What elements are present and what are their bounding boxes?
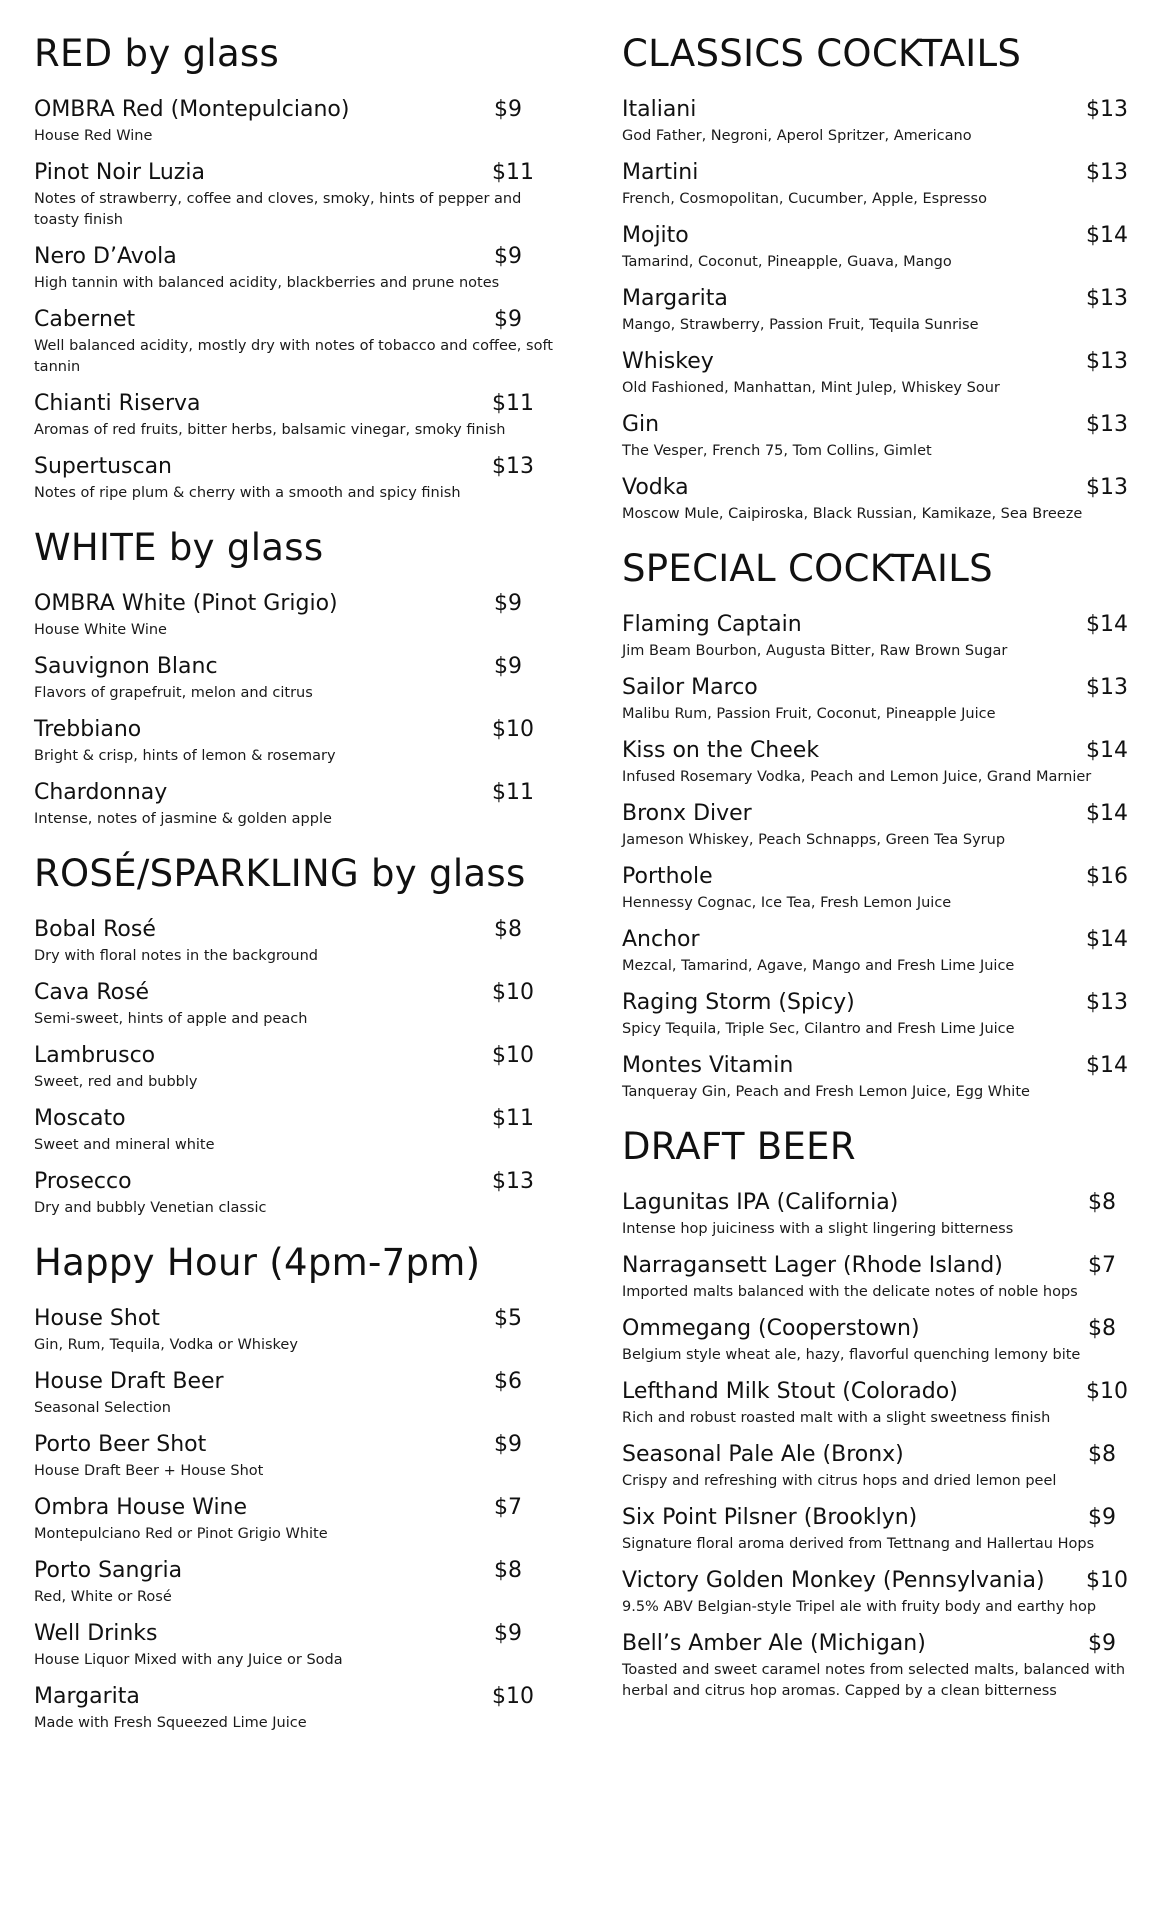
menu-item <box>34 1305 554 1356</box>
menu-item-header <box>34 159 534 187</box>
menu-item-price: $13 <box>1086 412 1128 437</box>
menu-item-header <box>622 1252 1128 1280</box>
menu-section-classics-cocktails <box>622 30 1136 525</box>
menu-item <box>622 1567 1136 1618</box>
menu-item <box>34 1368 554 1419</box>
right-column <box>622 30 1136 1722</box>
menu-item-name: OMBRA Red (Montepulciano) <box>34 97 350 122</box>
menu-item-name: Cava Rosé <box>34 980 150 1005</box>
section-title: SPECIAL COCKTAILS <box>622 547 993 590</box>
menu-item-header <box>34 390 534 418</box>
menu-item-name: Lambrusco <box>34 1043 156 1068</box>
menu-item-description: Signature floral aroma derived from Tettnang and Hallertau Hops <box>622 1536 1095 1552</box>
menu-item-name: Victory Golden Monkey (Pennsylvania) <box>622 1568 1045 1593</box>
menu-item-price: $8 <box>1088 1190 1116 1215</box>
menu-item-price: $9 <box>1088 1631 1116 1656</box>
menu-item-name: Porto Sangria <box>34 1558 183 1583</box>
menu-item-description: God Father, Negroni, Aperol Spritzer, Americano <box>622 128 972 144</box>
menu-item-header <box>34 1494 534 1522</box>
menu-item-header <box>34 243 534 271</box>
menu-item-header <box>622 348 1128 376</box>
menu-item-price: $7 <box>1088 1253 1116 1278</box>
menu-item-header <box>622 159 1128 187</box>
menu-item-description: Notes of strawberry, coffee and cloves, smoky, hints of pepper and toasty finish <box>34 191 522 228</box>
menu-item-price: $9 <box>494 654 522 679</box>
menu-item-name: Chardonnay <box>34 780 168 805</box>
menu-item-name: Bobal Rosé <box>34 917 156 942</box>
menu-item <box>34 243 554 294</box>
menu-item <box>34 1042 554 1093</box>
menu-item-price: $9 <box>494 97 522 122</box>
menu-item-description: House Red Wine <box>34 128 153 144</box>
menu-item-header <box>622 474 1128 502</box>
menu-item-price: $14 <box>1086 612 1128 637</box>
menu-item-name: Ombra House Wine <box>34 1495 248 1520</box>
menu-item-price: $13 <box>1086 97 1128 122</box>
menu-item-description: Dry and bubbly Venetian classic <box>34 1200 267 1216</box>
menu-item-name: Porto Beer Shot <box>34 1432 207 1457</box>
menu-item <box>622 1504 1136 1555</box>
menu-item <box>34 779 554 830</box>
menu-item-description: Imported malts balanced with the delicate notes of noble hops <box>622 1284 1078 1300</box>
menu-item <box>622 1252 1136 1303</box>
menu-item <box>622 863 1136 914</box>
section-title: WHITE by glass <box>34 526 324 569</box>
menu-item-header <box>622 926 1128 954</box>
menu-item <box>34 590 554 641</box>
menu-item-description: Tanqueray Gin, Peach and Fresh Lemon Juice, Egg White <box>622 1084 1030 1100</box>
menu-item-price: $14 <box>1086 1053 1128 1078</box>
menu-item-price: $14 <box>1086 738 1128 763</box>
menu-item-name: Nero D’Avola <box>34 244 177 269</box>
menu-item-description: Jim Beam Bourbon, Augusta Bitter, Raw Brown Sugar <box>622 643 1008 659</box>
menu-item <box>622 1630 1136 1702</box>
menu-item-description: House White Wine <box>34 622 167 638</box>
menu-item-description: Old Fashioned, Manhattan, Mint Julep, Whiskey Sour <box>622 380 1000 396</box>
menu-item <box>622 159 1136 210</box>
menu-item-price: $10 <box>492 1043 534 1068</box>
menu-item-name: Trebbiano <box>34 717 142 742</box>
menu-item <box>622 348 1136 399</box>
menu-item-price: $14 <box>1086 927 1128 952</box>
menu-item-name: Ommegang (Cooperstown) <box>622 1316 920 1341</box>
menu-item-name: Narragansett Lager (Rhode Island) <box>622 1253 1003 1278</box>
menu-item-price: $8 <box>494 1558 522 1583</box>
menu-item-name: Martini <box>622 160 699 185</box>
menu-item-description: Flavors of grapefruit, melon and citrus <box>34 685 313 701</box>
menu-item-header <box>34 1431 534 1459</box>
menu-item-description: Toasted and sweet caramel notes from selected malts, balanced with herbal and citrus hop aromas. Capped by a clean bitterness <box>622 1662 1126 1699</box>
menu-item-header <box>622 1567 1128 1595</box>
menu-item-description: Well balanced acidity, mostly dry with notes of tobacco and coffee, soft tannin <box>34 338 553 375</box>
menu-item-description: Infused Rosemary Vodka, Peach and Lemon Juice, Grand Marnier <box>622 769 1092 785</box>
menu-item-name: Sailor Marco <box>622 675 758 700</box>
menu-item-header <box>34 1557 534 1585</box>
menu-item-name: Kiss on the Cheek <box>622 738 820 763</box>
menu-item-price: $14 <box>1086 223 1128 248</box>
menu-item <box>34 159 554 231</box>
menu-item-header <box>622 1052 1128 1080</box>
menu-item-description: Belgium style wheat ale, hazy, flavorful quenching lemony bite <box>622 1347 1081 1363</box>
menu-item-header <box>34 1042 534 1070</box>
menu-item <box>622 1441 1136 1492</box>
menu-item-description: Moscow Mule, Caipiroska, Black Russian, Kamikaze, Sea Breeze <box>622 506 1083 522</box>
menu-item-name: Flaming Captain <box>622 612 802 637</box>
menu-item-name: Italiani <box>622 97 697 122</box>
menu-item-description: Sweet, red and bubbly <box>34 1074 198 1090</box>
menu-item-header <box>34 779 534 807</box>
menu-item-description: Mango, Strawberry, Passion Fruit, Tequila Sunrise <box>622 317 979 333</box>
menu-item <box>622 800 1136 851</box>
menu-item-header <box>622 800 1128 828</box>
menu-item-description: High tannin with balanced acidity, blackberries and prune notes <box>34 275 500 291</box>
menu-item-price: $10 <box>492 1684 534 1709</box>
menu-item-header <box>34 916 534 944</box>
menu-section-special-cocktails <box>622 545 1136 1103</box>
menu-item-price: $11 <box>492 391 534 416</box>
menu-item-description: Mezcal, Tamarind, Agave, Mango and Fresh Lime Juice <box>622 958 1015 974</box>
left-column <box>34 30 554 1754</box>
menu-item-price: $7 <box>494 1495 522 1520</box>
menu-item <box>34 716 554 767</box>
menu-item-price: $9 <box>494 591 522 616</box>
menu-item-header <box>34 1305 534 1333</box>
menu-item-description: Gin, Rum, Tequila, Vodka or Whiskey <box>34 1337 298 1353</box>
menu-item-description: House Liquor Mixed with any Juice or Soda <box>34 1652 343 1668</box>
menu-item-name: Porthole <box>622 864 713 889</box>
menu-item-header <box>34 1683 534 1711</box>
menu-item-price: $13 <box>492 454 534 479</box>
menu-item-price: $13 <box>492 1169 534 1194</box>
menu-item <box>34 96 554 147</box>
menu-item-price: $8 <box>494 917 522 942</box>
menu-section-happy-hour-4pm-7pm <box>34 1239 554 1734</box>
menu-item <box>622 285 1136 336</box>
menu-item-description: Dry with floral notes in the background <box>34 948 319 964</box>
menu-item-description: Bright & crisp, hints of lemon & rosemary <box>34 748 336 764</box>
menu-item <box>622 611 1136 662</box>
menu-item-price: $9 <box>494 1432 522 1457</box>
menu-item-description: Intense, notes of jasmine & golden apple <box>34 811 332 827</box>
menu-item-price: $11 <box>492 160 534 185</box>
menu-item <box>622 1378 1136 1429</box>
menu-item-price: $13 <box>1086 286 1128 311</box>
menu-item-description: Rich and robust roasted malt with a slight sweetness finish <box>622 1410 1051 1426</box>
menu-item <box>34 1620 554 1671</box>
menu-item-price: $13 <box>1086 675 1128 700</box>
menu-item-header <box>622 222 1128 250</box>
menu-item <box>34 453 554 504</box>
menu-item-description: Sweet and mineral white <box>34 1137 215 1153</box>
menu-item <box>622 926 1136 977</box>
menu-item-price: $10 <box>1086 1568 1128 1593</box>
menu-item-price: $8 <box>1088 1442 1116 1467</box>
menu-item <box>34 1431 554 1482</box>
menu-item-header <box>34 1168 534 1196</box>
menu-item-price: $5 <box>494 1306 522 1331</box>
section-title: ROSÉ/SPARKLING by glass <box>34 852 526 895</box>
menu-item-description: Aromas of red fruits, bitter herbs, balsamic vinegar, smoky finish <box>34 422 506 438</box>
menu-item <box>622 1052 1136 1103</box>
menu-item-description: Spicy Tequila, Triple Sec, Cilantro and Fresh Lime Juice <box>622 1021 1015 1037</box>
menu-item-price: $13 <box>1086 990 1128 1015</box>
menu-item-description: Hennessy Cognac, Ice Tea, Fresh Lemon Juice <box>622 895 952 911</box>
menu-item-header <box>622 285 1128 313</box>
menu-item <box>34 979 554 1030</box>
menu-item-description: House Draft Beer + House Shot <box>34 1463 264 1479</box>
menu-item-header <box>622 611 1128 639</box>
menu-item <box>622 674 1136 725</box>
menu-item-header <box>622 1504 1128 1532</box>
menu-item <box>34 1494 554 1545</box>
menu-item <box>622 1315 1136 1366</box>
menu-item-header <box>34 453 534 481</box>
menu-item-name: Gin <box>622 412 660 437</box>
menu-item <box>34 1683 554 1734</box>
menu-section-ros-sparkling-by-glass <box>34 850 554 1219</box>
menu-item-header <box>622 989 1128 1017</box>
menu-item-description: Seasonal Selection <box>34 1400 171 1416</box>
menu-item-name: Bell’s Amber Ale (Michigan) <box>622 1631 926 1656</box>
menu-item-description: Intense hop juiciness with a slight lingering bitterness <box>622 1221 1014 1237</box>
menu-item <box>34 1557 554 1608</box>
menu-item-name: Mojito <box>622 223 689 248</box>
menu-item <box>622 737 1136 788</box>
menu-item <box>34 390 554 441</box>
menu-item-header <box>34 590 534 618</box>
menu-item-description: 9.5% ABV Belgian-style Tripel ale with fruity body and earthy hop <box>622 1599 1097 1615</box>
menu-item-price: $13 <box>1086 160 1128 185</box>
menu-item <box>622 222 1136 273</box>
menu-item-header <box>34 306 534 334</box>
menu-item <box>622 1189 1136 1240</box>
menu-item-header <box>622 411 1128 439</box>
menu-item-name: Sauvignon Blanc <box>34 654 218 679</box>
section-title: RED by glass <box>34 32 280 75</box>
menu-item-header <box>34 1368 534 1396</box>
menu-item-description: French, Cosmopolitan, Cucumber, Apple, Espresso <box>622 191 987 207</box>
menu-item <box>34 1168 554 1219</box>
menu-item-description: Crispy and refreshing with citrus hops and dried lemon peel <box>622 1473 1057 1489</box>
menu-item <box>622 989 1136 1040</box>
menu-item-name: House Draft Beer <box>34 1369 224 1394</box>
menu-item-name: Vodka <box>622 475 689 500</box>
menu-item-header <box>34 1620 534 1648</box>
section-title: DRAFT BEER <box>622 1125 856 1168</box>
menu-item-price: $10 <box>492 980 534 1005</box>
menu-item-price: $8 <box>1088 1316 1116 1341</box>
menu-item-price: $9 <box>494 307 522 332</box>
menu-item-header <box>622 1441 1128 1469</box>
menu-item-price: $9 <box>494 244 522 269</box>
menu-item-name: Margarita <box>622 286 728 311</box>
menu-item-name: Chianti Riserva <box>34 391 201 416</box>
menu-item <box>34 306 554 378</box>
menu-item <box>622 411 1136 462</box>
menu-item <box>34 653 554 704</box>
menu-item-name: Margarita <box>34 1684 140 1709</box>
menu-item-header <box>622 1630 1128 1658</box>
menu-item-name: Supertuscan <box>34 454 173 479</box>
menu-section-draft-beer <box>622 1123 1136 1702</box>
section-title: Happy Hour (4pm-7pm) <box>34 1241 481 1284</box>
menu-item-price: $14 <box>1086 801 1128 826</box>
menu-item-description: Notes of ripe plum & cherry with a smooth and spicy finish <box>34 485 461 501</box>
menu-item-description: Malibu Rum, Passion Fruit, Coconut, Pineapple Juice <box>622 706 996 722</box>
menu-item-description: Semi-sweet, hints of apple and peach <box>34 1011 308 1027</box>
menu-item-header <box>622 96 1128 124</box>
menu-item-name: Montes Vitamin <box>622 1053 794 1078</box>
menu-item-header <box>622 1315 1128 1343</box>
menu-item-header <box>34 96 534 124</box>
menu-item-name: Raging Storm (Spicy) <box>622 990 855 1015</box>
menu-item-name: Seasonal Pale Ale (Bronx) <box>622 1442 904 1467</box>
menu-item-description: The Vesper, French 75, Tom Collins, Gimlet <box>622 443 932 459</box>
menu-item-price: $10 <box>492 717 534 742</box>
menu-item-header <box>622 1189 1128 1217</box>
menu-item-header <box>34 979 534 1007</box>
menu-item-price: $11 <box>492 1106 534 1131</box>
menu-item-description: Montepulciano Red or Pinot Grigio White <box>34 1526 328 1542</box>
menu-item-price: $9 <box>494 1621 522 1646</box>
menu-item-price: $10 <box>1086 1379 1128 1404</box>
menu-item-price: $13 <box>1086 349 1128 374</box>
menu-item-name: Pinot Noir Luzia <box>34 160 205 185</box>
menu-item <box>34 916 554 967</box>
menu-item-header <box>34 716 534 744</box>
menu-item-price: $9 <box>1088 1505 1116 1530</box>
menu-section-white-by-glass <box>34 524 554 830</box>
menu-item-price: $11 <box>492 780 534 805</box>
section-title: CLASSICS COCKTAILS <box>622 32 1022 75</box>
menu-item <box>34 1105 554 1156</box>
menu-item-description: Jameson Whiskey, Peach Schnapps, Green Tea Syrup <box>622 832 1006 848</box>
menu-item <box>622 474 1136 525</box>
menu-item-header <box>622 863 1128 891</box>
menu-item-header <box>34 653 534 681</box>
menu-item-name: Six Point Pilsner (Brooklyn) <box>622 1505 918 1530</box>
menu-item-name: Lefthand Milk Stout (Colorado) <box>622 1379 958 1404</box>
menu-item-name: Bronx Diver <box>622 801 752 826</box>
menu-item-description: Tamarind, Coconut, Pineapple, Guava, Mango <box>622 254 952 270</box>
menu-item-name: Anchor <box>622 927 700 952</box>
menu-item-description: Red, White or Rosé <box>34 1589 172 1605</box>
menu-item-name: Well Drinks <box>34 1621 158 1646</box>
menu-item-name: Whiskey <box>622 349 714 374</box>
menu-item-header <box>622 1378 1128 1406</box>
menu-item-price: $13 <box>1086 475 1128 500</box>
menu-item-name: House Shot <box>34 1306 160 1331</box>
menu-item-price: $16 <box>1086 864 1128 889</box>
menu-item-price: $6 <box>494 1369 522 1394</box>
menu-item-description: Made with Fresh Squeezed Lime Juice <box>34 1715 307 1731</box>
menu-item-header <box>622 674 1128 702</box>
menu-item-header <box>622 737 1128 765</box>
menu-item <box>622 96 1136 147</box>
menu-item-name: Cabernet <box>34 307 136 332</box>
menu-item-header <box>34 1105 534 1133</box>
menu-item-name: Lagunitas IPA (California) <box>622 1190 899 1215</box>
menu-item-name: Prosecco <box>34 1169 132 1194</box>
menu-item-name: Moscato <box>34 1106 126 1131</box>
menu-section-red-by-glass <box>34 30 554 504</box>
menu-item-name: OMBRA White (Pinot Grigio) <box>34 591 338 616</box>
